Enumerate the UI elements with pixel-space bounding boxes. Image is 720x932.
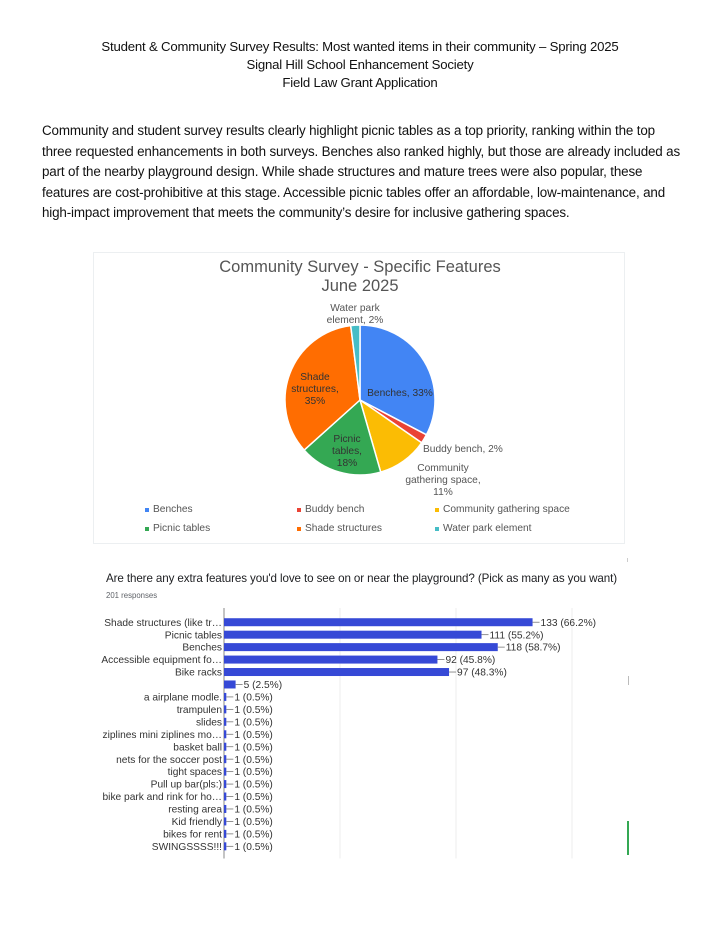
bar-category-label: a airplane modle. <box>143 692 222 704</box>
bar-chart-response-count: 201 responses <box>106 591 158 600</box>
bar-category-label: Bike racks <box>175 667 222 679</box>
pie-chart <box>93 252 625 544</box>
legend-item <box>435 523 532 534</box>
bar-chart-question: Are there any extra features you'd love to see on or near the playground? (Pick as many as you want) <box>106 572 618 585</box>
bar <box>224 755 226 763</box>
bar <box>224 730 226 738</box>
pie-data-label: Picnic tables, 18% <box>331 434 363 469</box>
legend-swatch <box>145 527 149 531</box>
bar <box>224 643 498 651</box>
bar-category-label: Shade structures (like tr… <box>104 617 222 629</box>
bar-value-label: 1 (0.5%) <box>234 729 273 741</box>
bar-value-label: 1 (0.5%) <box>234 829 273 841</box>
bar <box>224 718 226 726</box>
document-header <box>0 38 720 92</box>
bar <box>224 693 226 701</box>
legend-swatch <box>435 527 439 531</box>
legend-item <box>435 504 570 515</box>
legend-item <box>297 523 382 534</box>
bar-value-label: 111 (55.2%) <box>489 630 544 642</box>
bar <box>224 668 449 676</box>
bar-category-label: bike park and rink for ho… <box>102 792 222 804</box>
bar-value-label: 97 (48.3%) <box>457 667 507 679</box>
pie-chart-title: Community Survey - Specific Features <box>219 258 501 276</box>
pie-data-label: Shade structures, 35% <box>291 372 339 407</box>
bar-value-label: 1 (0.5%) <box>234 779 273 791</box>
bar-category-label: trampulen <box>176 704 222 716</box>
bar-category-label: bikes for rent <box>163 829 222 841</box>
bar-category-label: basket ball <box>173 742 222 754</box>
header-title: Student & Community Survey Results: Most wanted items in their community – Spring 2025 <box>101 39 619 54</box>
legend-label: Benches <box>153 504 193 515</box>
bar-value-label: 118 (58.7%) <box>505 642 561 654</box>
bar-value-label: 1 (0.5%) <box>234 767 273 779</box>
bar-value-label: 1 (0.5%) <box>234 692 273 704</box>
bar <box>224 743 226 751</box>
bar <box>224 817 226 825</box>
legend-label: Picnic tables <box>153 523 211 534</box>
bar-value-label: 92 (45.8%) <box>445 655 496 667</box>
bar <box>224 680 236 688</box>
bar <box>224 768 226 776</box>
bar-category-label: Picnic tables <box>164 630 222 642</box>
legend-item <box>145 523 210 534</box>
legend-item <box>297 504 364 515</box>
bar-value-label: 1 (0.5%) <box>234 742 273 754</box>
bar-value-label: 1 (0.5%) <box>234 841 273 853</box>
legend-label: Buddy bench <box>305 504 365 515</box>
bar-category-label: resting area <box>168 804 222 816</box>
legend-label: Water park element <box>443 523 532 534</box>
bar-category-label: Benches <box>182 642 222 654</box>
bar-value-label: 5 (2.5%) <box>243 680 283 692</box>
bar-category-label: Kid friendly <box>171 817 222 829</box>
bar-value-label: 133 (66.2%) <box>540 617 597 629</box>
bar <box>224 631 482 639</box>
intro-paragraph: Community and student survey results clearly highlight picnic tables as a top priority, ranking within the top three requested enhancements in both surveys. Benches also ranked highly, but those are already included as part of the nearby playground design. While shade structures and mature trees were also popular, these features are cost-prohibitive at this stage. Accessible picnic tables offer an affordable, low-maintenance, and high-impact improvement that meets the community’s desire for inclusive gathering spaces. <box>42 123 681 220</box>
bar <box>224 656 437 664</box>
legend-swatch <box>297 527 301 531</box>
legend-swatch <box>297 508 301 512</box>
legend-item <box>145 504 193 515</box>
bar-value-label: 1 (0.5%) <box>234 704 273 716</box>
bar-category-label: tight spaces <box>167 767 222 779</box>
bar-category-label: slides <box>195 717 222 729</box>
pie-chart-subtitle: June 2025 <box>321 277 399 295</box>
bar <box>224 705 226 713</box>
bar-category-label: Accessible equipment fo… <box>101 655 222 667</box>
pie-data-label: Benches, 33% <box>367 388 433 399</box>
legend-swatch <box>435 508 439 512</box>
scroll-indicator <box>627 821 629 855</box>
header-organization: Signal Hill School Enhancement Society <box>246 57 474 72</box>
legend-swatch <box>145 508 149 512</box>
pie-data-label: Water park element, 2% <box>326 303 384 326</box>
bar-chart <box>0 600 720 870</box>
bar <box>224 618 533 626</box>
bar <box>224 830 226 838</box>
legend-label: Community gathering space <box>443 504 570 515</box>
pie-data-label: Community gathering space, 11% <box>405 463 481 498</box>
bar <box>224 842 226 850</box>
bar <box>224 793 226 801</box>
bar-category-label: nets for the soccer post <box>116 754 222 766</box>
bar-value-label: 1 (0.5%) <box>234 804 273 816</box>
bar <box>224 805 226 813</box>
legend-label: Shade structures <box>305 523 383 534</box>
page-edge-mark <box>627 558 628 562</box>
bar-value-label: 1 (0.5%) <box>234 754 273 766</box>
page-edge-mark <box>628 676 629 685</box>
bar <box>224 780 226 788</box>
pie-data-label: Buddy bench, 2% <box>423 444 503 455</box>
bar-value-label: 1 (0.5%) <box>234 792 273 804</box>
bar-value-label: 1 (0.5%) <box>234 817 273 829</box>
bar-category-label: Pull up bar(pls:) <box>150 779 222 791</box>
bar-category-label: ziplines mini ziplines mo… <box>102 729 222 741</box>
bar-value-label: 1 (0.5%) <box>234 717 273 729</box>
header-application: Field Law Grant Application <box>282 75 438 90</box>
bar-category-label: SWINGSSSS!!! <box>151 841 222 853</box>
